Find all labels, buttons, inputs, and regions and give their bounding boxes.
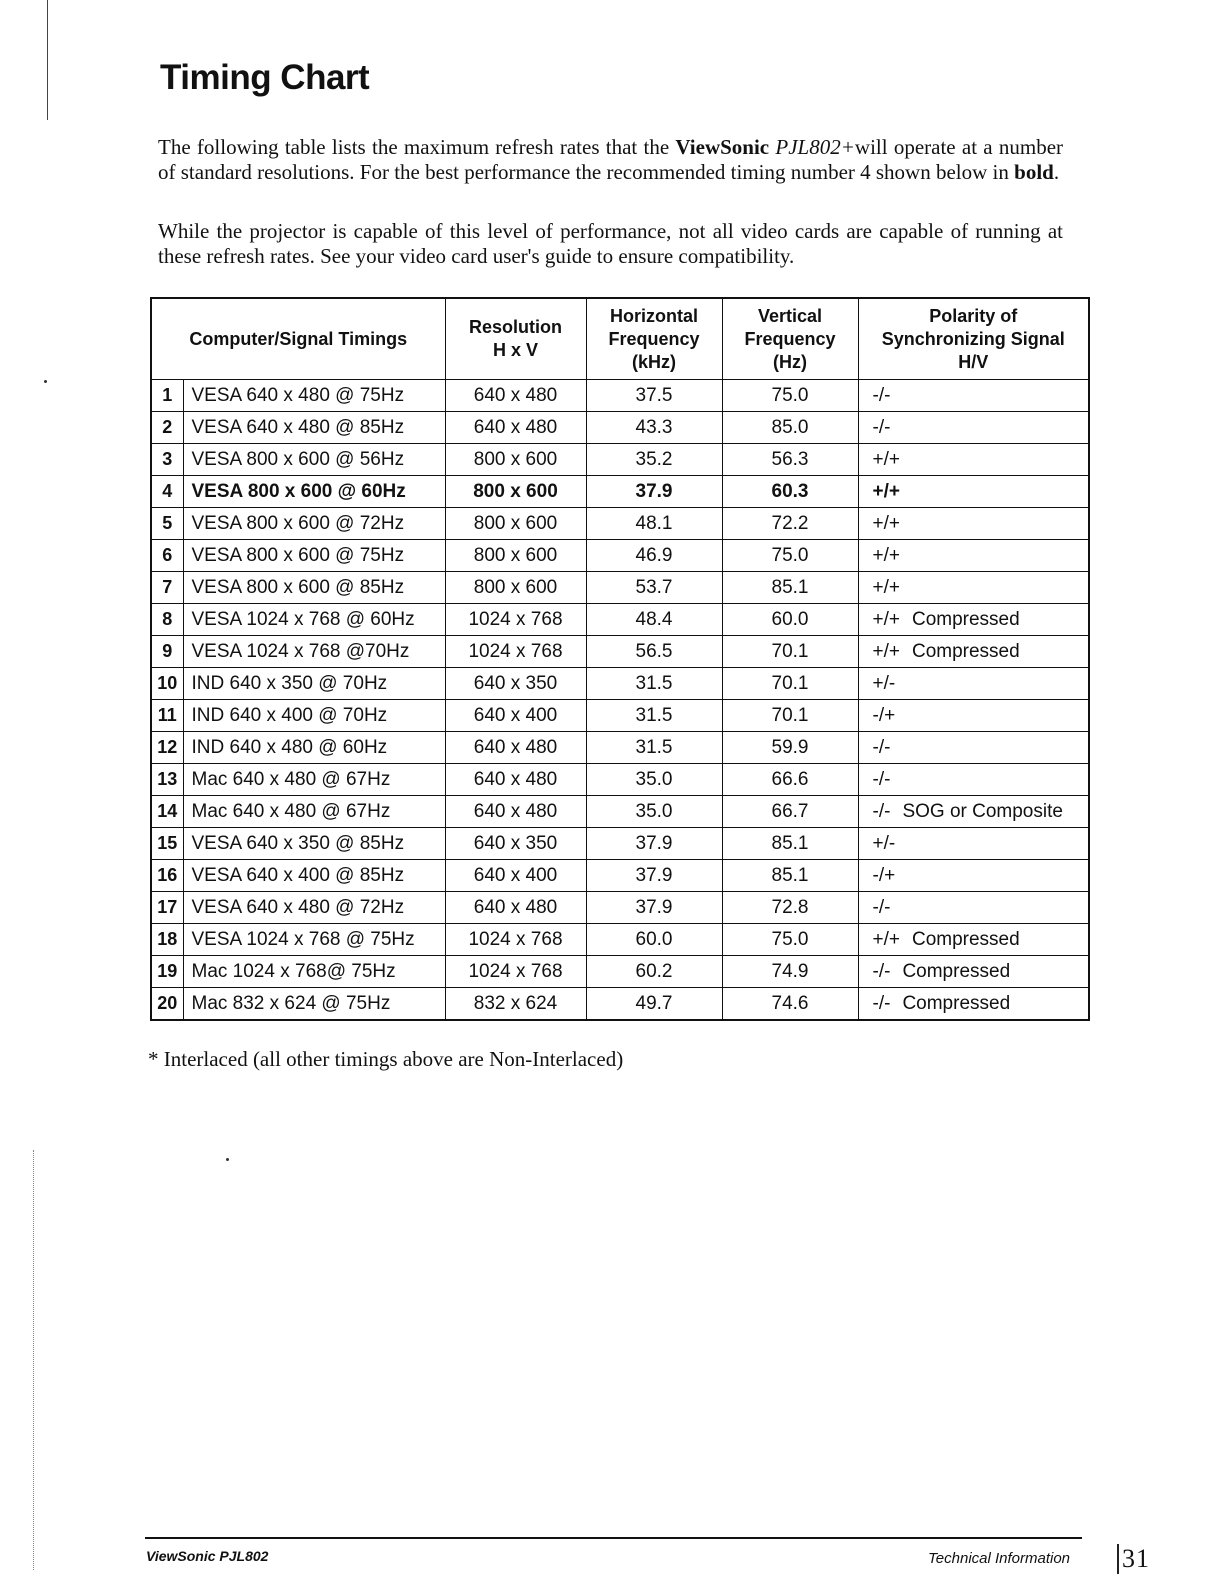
- vertical-frequency-cell: 70.1: [722, 700, 858, 732]
- resolution-cell: 640 x 480: [445, 892, 586, 924]
- horizontal-frequency-cell: 49.7: [586, 988, 722, 1021]
- polarity-value: +/-: [872, 672, 896, 694]
- table-row: [151, 732, 1089, 764]
- table-row: [151, 508, 1089, 540]
- row-number: 10: [151, 668, 183, 700]
- horizontal-frequency-cell: 31.5: [586, 668, 722, 700]
- horizontal-frequency-cell: 37.9: [586, 828, 722, 860]
- polarity-value: +/+: [872, 640, 900, 662]
- timing-table: [150, 297, 1090, 1021]
- table-row: [151, 700, 1089, 732]
- horizontal-frequency-cell: 37.9: [586, 860, 722, 892]
- polarity-value: +/+: [872, 480, 900, 502]
- polarity-note: Compressed: [911, 640, 1020, 662]
- resolution-cell: 640 x 400: [445, 860, 586, 892]
- polarity-cell: [858, 892, 1089, 924]
- vertical-frequency-cell: 60.3: [722, 476, 858, 508]
- timing-name: VESA 640 x 480 @ 85Hz: [183, 412, 445, 444]
- resolution-cell: 640 x 350: [445, 668, 586, 700]
- timing-name: VESA 1024 x 768 @70Hz: [183, 636, 445, 668]
- row-number: 6: [151, 540, 183, 572]
- intro-text-start: The following table lists the maximum refresh rates that the: [158, 135, 676, 159]
- resolution-cell: 1024 x 768: [445, 636, 586, 668]
- polarity-cell: [858, 828, 1089, 860]
- timing-name: Mac 640 x 480 @ 67Hz: [183, 796, 445, 828]
- polarity-cell: [858, 700, 1089, 732]
- table-row: [151, 988, 1089, 1021]
- row-number: 12: [151, 732, 183, 764]
- polarity-value: -/-: [872, 992, 891, 1014]
- vertical-frequency-cell: 85.1: [722, 572, 858, 604]
- row-number: 1: [151, 380, 183, 412]
- polarity-note: Compressed: [911, 928, 1020, 950]
- binder-dots: [33, 1150, 35, 1570]
- footnote: * Interlaced (all other timings above are Non-Interlaced): [148, 1047, 624, 1071]
- polarity-cell: [858, 732, 1089, 764]
- horizontal-frequency-cell: 35.0: [586, 764, 722, 796]
- table-row: [151, 860, 1089, 892]
- table-row: [151, 828, 1089, 860]
- polarity-note: Compressed: [911, 608, 1020, 630]
- row-number: 19: [151, 956, 183, 988]
- vertical-frequency-cell: 56.3: [722, 444, 858, 476]
- resolution-cell: 800 x 600: [445, 540, 586, 572]
- vertical-frequency-cell: 75.0: [722, 540, 858, 572]
- table-row: [151, 764, 1089, 796]
- polarity-value: -/-: [872, 960, 891, 982]
- polarity-note: Compressed: [902, 960, 1011, 982]
- polarity-cell: [858, 380, 1089, 412]
- timing-name: VESA 800 x 600 @ 60Hz: [183, 476, 445, 508]
- resolution-cell: 640 x 480: [445, 380, 586, 412]
- polarity-cell: [858, 764, 1089, 796]
- resolution-cell: 640 x 350: [445, 828, 586, 860]
- footer-section: Technical Information: [928, 1550, 1071, 1567]
- footer-product: ViewSonic PJL802: [146, 1548, 269, 1564]
- timing-name: VESA 800 x 600 @ 75Hz: [183, 540, 445, 572]
- vertical-frequency-cell: 70.1: [722, 668, 858, 700]
- polarity-cell: [858, 508, 1089, 540]
- table-header-row: [151, 298, 1089, 380]
- polarity-value: -/+: [872, 864, 896, 886]
- vertical-frequency-cell: 74.6: [722, 988, 858, 1021]
- page-number: 31: [1117, 1544, 1150, 1574]
- table-row: [151, 636, 1089, 668]
- vertical-frequency-cell: 60.0: [722, 604, 858, 636]
- polarity-cell: [858, 796, 1089, 828]
- horizontal-frequency-cell: 37.9: [586, 892, 722, 924]
- polarity-cell: [858, 988, 1089, 1021]
- table-row: [151, 604, 1089, 636]
- polarity-note: Compressed: [902, 992, 1011, 1014]
- horizontal-frequency-cell: 48.1: [586, 508, 722, 540]
- timing-name: IND 640 x 400 @ 70Hz: [183, 700, 445, 732]
- vertical-frequency-cell: 74.9: [722, 956, 858, 988]
- row-number: 3: [151, 444, 183, 476]
- polarity-cell: [858, 604, 1089, 636]
- table-row: [151, 380, 1089, 412]
- scan-speck: [44, 380, 47, 383]
- polarity-cell: [858, 636, 1089, 668]
- polarity-value: +/+: [872, 608, 900, 630]
- polarity-value: -/-: [872, 800, 891, 822]
- vertical-frequency-cell: 72.8: [722, 892, 858, 924]
- polarity-cell: [858, 860, 1089, 892]
- table-row: [151, 412, 1089, 444]
- header-resolution: Resolution H x V: [445, 298, 586, 380]
- table-row: [151, 476, 1089, 508]
- header-vertical-frequency: Vertical Frequency (Hz): [722, 298, 858, 380]
- compatibility-paragraph: While the projector is capable of this level of performance, not all video cards are capable of running at these refresh rates. See your video card user's guide to ensure compatibility.: [158, 219, 1063, 268]
- vertical-frequency-cell: 85.1: [722, 860, 858, 892]
- horizontal-frequency-cell: 31.5: [586, 732, 722, 764]
- vertical-frequency-cell: 85.1: [722, 828, 858, 860]
- resolution-cell: 800 x 600: [445, 444, 586, 476]
- timing-name: Mac 640 x 480 @ 67Hz: [183, 764, 445, 796]
- polarity-cell: [858, 540, 1089, 572]
- row-number: 8: [151, 604, 183, 636]
- table-row: [151, 924, 1089, 956]
- row-number: 14: [151, 796, 183, 828]
- horizontal-frequency-cell: 46.9: [586, 540, 722, 572]
- horizontal-frequency-cell: 37.9: [586, 476, 722, 508]
- polarity-value: +/+: [872, 928, 900, 950]
- timing-name: IND 640 x 480 @ 60Hz: [183, 732, 445, 764]
- row-number: 20: [151, 988, 183, 1021]
- binder-line: [47, 0, 48, 120]
- row-number: 11: [151, 700, 183, 732]
- resolution-cell: 1024 x 768: [445, 956, 586, 988]
- polarity-value: -/+: [872, 704, 896, 726]
- table-row: [151, 796, 1089, 828]
- horizontal-frequency-cell: 56.5: [586, 636, 722, 668]
- vertical-frequency-cell: 75.0: [722, 924, 858, 956]
- vertical-frequency-cell: 66.7: [722, 796, 858, 828]
- polarity-note: SOG or Composite: [902, 800, 1063, 822]
- footer-rule: [145, 1537, 1082, 1539]
- horizontal-frequency-cell: 48.4: [586, 604, 722, 636]
- timing-name: VESA 640 x 480 @ 72Hz: [183, 892, 445, 924]
- polarity-cell: [858, 956, 1089, 988]
- horizontal-frequency-cell: 35.0: [586, 796, 722, 828]
- horizontal-frequency-cell: 53.7: [586, 572, 722, 604]
- horizontal-frequency-cell: 31.5: [586, 700, 722, 732]
- resolution-cell: 640 x 480: [445, 412, 586, 444]
- vertical-frequency-cell: 66.6: [722, 764, 858, 796]
- row-number: 16: [151, 860, 183, 892]
- resolution-cell: 640 x 480: [445, 764, 586, 796]
- timing-table-body: [151, 380, 1089, 1021]
- resolution-cell: 832 x 624: [445, 988, 586, 1021]
- intro-text-middle: will operate at a number of standard resolutions. For the best performance the recommended timing number 4 shown below in: [158, 135, 1064, 184]
- brand-name: ViewSonic: [675, 135, 770, 159]
- horizontal-frequency-cell: 37.5: [586, 380, 722, 412]
- vertical-frequency-cell: 72.2: [722, 508, 858, 540]
- row-number: 4: [151, 476, 183, 508]
- polarity-value: +/+: [872, 512, 900, 534]
- table-row: [151, 956, 1089, 988]
- row-number: 15: [151, 828, 183, 860]
- timing-name: VESA 1024 x 768 @ 60Hz: [183, 604, 445, 636]
- horizontal-frequency-cell: 43.3: [586, 412, 722, 444]
- timing-name: VESA 1024 x 768 @ 75Hz: [183, 924, 445, 956]
- polarity-value: +/+: [872, 576, 900, 598]
- polarity-cell: [858, 476, 1089, 508]
- timing-name: VESA 800 x 600 @ 56Hz: [183, 444, 445, 476]
- model-name: PJL802+: [769, 135, 855, 159]
- polarity-value: -/-: [872, 768, 891, 790]
- timing-name: VESA 800 x 600 @ 72Hz: [183, 508, 445, 540]
- vertical-frequency-cell: 70.1: [722, 636, 858, 668]
- resolution-cell: 1024 x 768: [445, 924, 586, 956]
- polarity-value: -/-: [872, 736, 891, 758]
- horizontal-frequency-cell: 60.0: [586, 924, 722, 956]
- row-number: 2: [151, 412, 183, 444]
- row-number: 18: [151, 924, 183, 956]
- polarity-value: +/+: [872, 544, 900, 566]
- horizontal-frequency-cell: 60.2: [586, 956, 722, 988]
- polarity-value: +/-: [872, 832, 896, 854]
- polarity-cell: [858, 572, 1089, 604]
- resolution-cell: 800 x 600: [445, 476, 586, 508]
- timing-name: Mac 832 x 624 @ 75Hz: [183, 988, 445, 1021]
- resolution-cell: 640 x 400: [445, 700, 586, 732]
- header-horizontal-frequency: Horizontal Frequency (kHz): [586, 298, 722, 380]
- resolution-cell: 640 x 480: [445, 796, 586, 828]
- vertical-frequency-cell: 75.0: [722, 380, 858, 412]
- vertical-frequency-cell: 59.9: [722, 732, 858, 764]
- page-title: Timing Chart: [160, 58, 370, 97]
- horizontal-frequency-cell: 35.2: [586, 444, 722, 476]
- polarity-value: -/-: [872, 384, 891, 406]
- resolution-cell: 1024 x 768: [445, 604, 586, 636]
- row-number: 5: [151, 508, 183, 540]
- polarity-value: +/+: [872, 448, 900, 470]
- resolution-cell: 800 x 600: [445, 572, 586, 604]
- table-row: [151, 444, 1089, 476]
- timing-name: Mac 1024 x 768@ 75Hz: [183, 956, 445, 988]
- timing-name: VESA 640 x 400 @ 85Hz: [183, 860, 445, 892]
- header-polarity: Polarity of Synchronizing Signal H/V: [858, 298, 1089, 380]
- bold-word: bold: [1014, 160, 1054, 184]
- polarity-value: -/-: [872, 416, 891, 438]
- intro-text-end: .: [1053, 160, 1060, 184]
- table-row: [151, 540, 1089, 572]
- timing-name: VESA 800 x 600 @ 85Hz: [183, 572, 445, 604]
- table-row: [151, 572, 1089, 604]
- vertical-frequency-cell: 85.0: [722, 412, 858, 444]
- table-row: [151, 892, 1089, 924]
- timing-name: IND 640 x 350 @ 70Hz: [183, 668, 445, 700]
- resolution-cell: 800 x 600: [445, 508, 586, 540]
- resolution-cell: 640 x 480: [445, 732, 586, 764]
- row-number: 17: [151, 892, 183, 924]
- timing-name: VESA 640 x 350 @ 85Hz: [183, 828, 445, 860]
- polarity-cell: [858, 412, 1089, 444]
- table-row: [151, 668, 1089, 700]
- row-number: 9: [151, 636, 183, 668]
- intro-paragraph: [158, 135, 1063, 185]
- header-timings: Computer/Signal Timings: [151, 298, 445, 380]
- polarity-cell: [858, 668, 1089, 700]
- polarity-value: -/-: [872, 896, 891, 918]
- row-number: 7: [151, 572, 183, 604]
- row-number: 13: [151, 764, 183, 796]
- polarity-cell: [858, 444, 1089, 476]
- timing-name: VESA 640 x 480 @ 75Hz: [183, 380, 445, 412]
- scan-speck: [226, 1158, 229, 1161]
- polarity-cell: [858, 924, 1089, 956]
